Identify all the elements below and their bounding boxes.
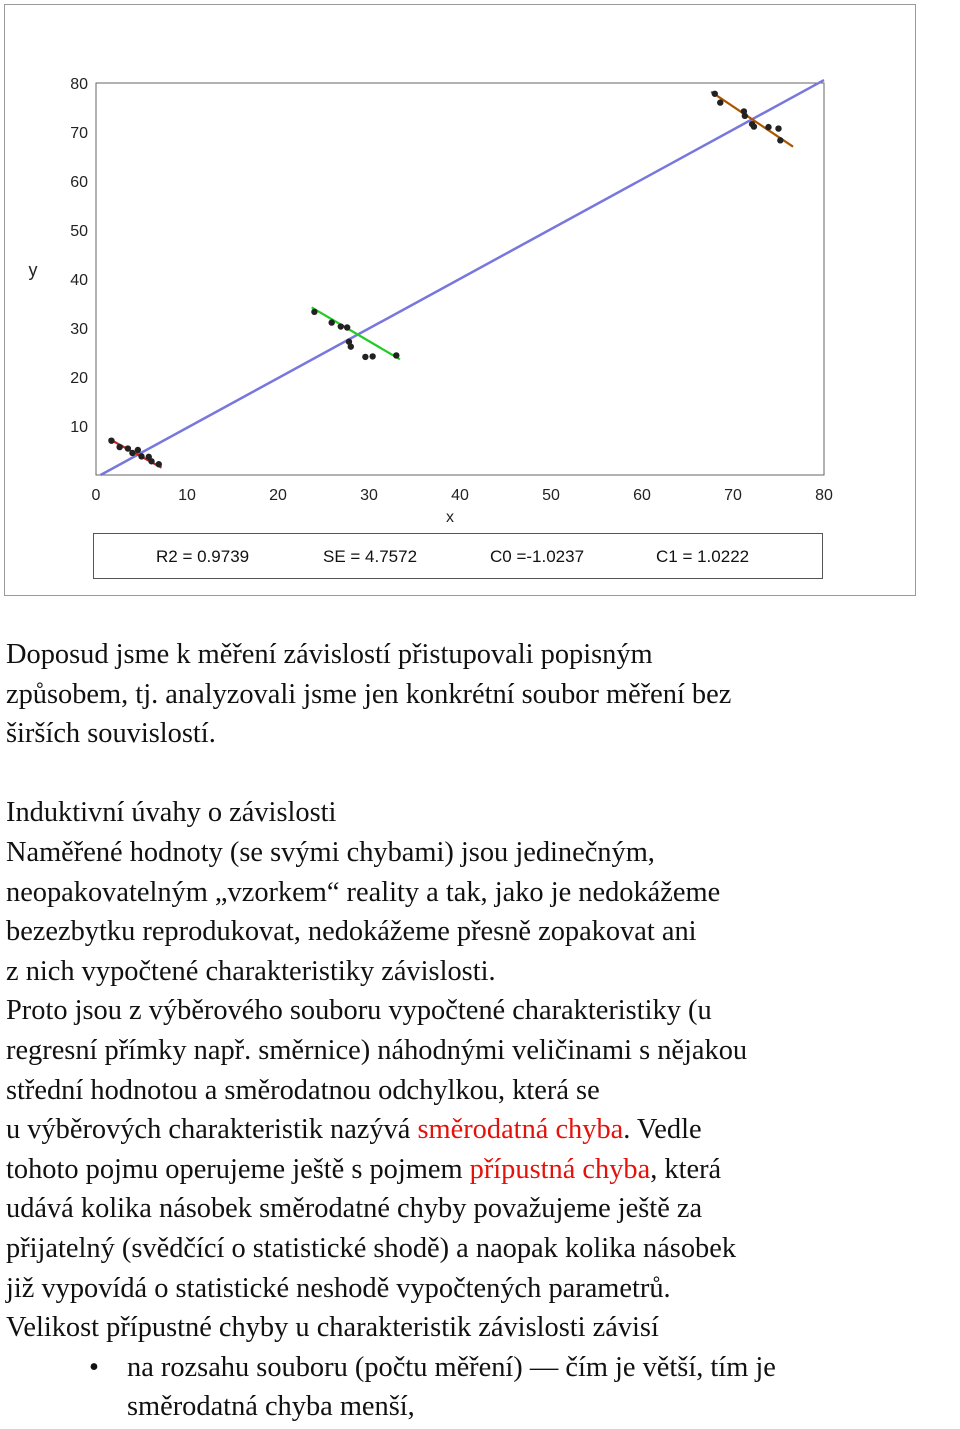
- text-line: již vypovídá o statistické neshodě vypočtených parametrů.: [6, 1272, 671, 1304]
- overall-regression-line: [101, 80, 824, 475]
- text-line: způsobem, tj. analyzovali jsme jen konkrétní soubor měření bez: [6, 678, 732, 710]
- text-line: udává kolika násobek směrodatné chyby považujeme ještě za: [6, 1193, 703, 1225]
- data-point: [156, 461, 162, 467]
- data-point: [765, 124, 771, 130]
- y-tick-label: 20: [70, 370, 88, 387]
- data-point: [742, 113, 748, 119]
- text-line: Proto jsou z výběrového souboru vypočtené charakteristiky (u: [6, 995, 712, 1027]
- data-point: [348, 343, 354, 349]
- data-point: [338, 323, 344, 329]
- x-tick-label: 50: [542, 487, 560, 504]
- text-line: střední hodnotou a směrodatnou odchylkou, která se: [6, 1074, 600, 1106]
- y-tick-label: 70: [70, 125, 88, 142]
- term-pripustna-chyba: přípustná chyba: [469, 1153, 651, 1185]
- y-tick-label: 40: [70, 272, 88, 289]
- data-point: [775, 125, 781, 131]
- data-point: [777, 137, 783, 143]
- regression-chart: [5, 5, 917, 597]
- text-line: Naměřené hodnoty (se svými chybami) jsou jedinečným,: [6, 836, 655, 868]
- x-tick-label: 10: [178, 487, 196, 504]
- x-tick-label: 60: [633, 487, 651, 504]
- data-point: [362, 354, 368, 360]
- text-line: bezezbytku reprodukovat, nedokážeme přesně zopakovat ani: [6, 916, 697, 948]
- data-point: [344, 324, 350, 330]
- y-tick-label: 30: [70, 321, 88, 338]
- x-tick-label: 70: [724, 487, 742, 504]
- data-point: [129, 450, 135, 456]
- regression-figure: [4, 4, 916, 596]
- data-point: [712, 91, 718, 97]
- text-line: regresní přímky např. směrnice) náhodnými veličinami s nějakou: [6, 1034, 748, 1066]
- text-line: neopakovatelným „vzorkem“ reality a tak, jako je nedokážeme: [6, 876, 721, 908]
- regression-stats-box: [93, 533, 823, 579]
- section-heading: Induktivní úvahy o závislosti: [6, 797, 337, 829]
- paragraph-intro: [6, 635, 960, 754]
- text-line: Velikost přípustné chyby u charakteristik závislosti závisí: [6, 1312, 659, 1344]
- data-point: [108, 438, 114, 444]
- bullet-item: [6, 1348, 960, 1427]
- text-line: Doposud jsme k měření závislostí přistupovali popisným: [6, 639, 653, 670]
- x-tick-label: 0: [91, 487, 101, 504]
- x-tick-label: 20: [269, 487, 287, 504]
- c1-stat: C1 = 1.0222: [656, 547, 750, 566]
- text-line: širších souvislostí.: [6, 718, 216, 750]
- text-line: [6, 1150, 960, 1190]
- y-tick-label: 10: [70, 419, 88, 436]
- paragraph-inductive: [6, 793, 960, 1347]
- data-point: [328, 319, 334, 325]
- y-tick-label: 50: [70, 223, 88, 240]
- body-text: [6, 635, 960, 1427]
- c0-stat: C0 =-1.0237: [490, 547, 585, 566]
- text-line: z nich vypočtené charakteristiky závislosti.: [6, 955, 496, 987]
- y-axis-label: y: [28, 260, 38, 280]
- data-point: [369, 353, 375, 359]
- data-point: [751, 123, 757, 129]
- data-point: [138, 453, 144, 459]
- bullet-line: na rozsahu souboru (počtu měření) — čím je větší, tím je: [127, 1351, 776, 1383]
- text-segment: u výběrových charakteristik nazývá: [6, 1114, 418, 1146]
- bullet-icon: •: [89, 1351, 99, 1383]
- x-tick-label: 30: [360, 487, 378, 504]
- x-tick-label: 40: [451, 487, 469, 504]
- data-point: [393, 352, 399, 358]
- term-smerodatna-chyba: směrodatná chyba: [417, 1114, 624, 1146]
- text-line: [6, 1110, 960, 1150]
- y-tick-label: 60: [70, 174, 88, 191]
- text-segment: . Vedle: [623, 1114, 702, 1146]
- data-point: [135, 447, 141, 453]
- x-tick-label: 80: [815, 487, 833, 504]
- x-axis-label: x: [446, 509, 454, 526]
- data-point: [717, 99, 723, 105]
- data-point: [116, 444, 122, 450]
- r2-stat: R2 = 0.9739: [156, 547, 250, 566]
- data-point: [311, 309, 317, 315]
- text-segment: , která: [650, 1153, 722, 1185]
- se-stat: SE = 4.7572: [323, 547, 418, 566]
- bullet-line: směrodatná chyba menší,: [127, 1391, 415, 1423]
- y-tick-label: 80: [70, 76, 88, 93]
- text-line: přijatelný (svědčící o statistické shodě) a naopak kolika násobek: [6, 1232, 737, 1264]
- text-segment: tohoto pojmu operujeme ještě s pojmem: [6, 1153, 470, 1185]
- data-point: [148, 458, 154, 464]
